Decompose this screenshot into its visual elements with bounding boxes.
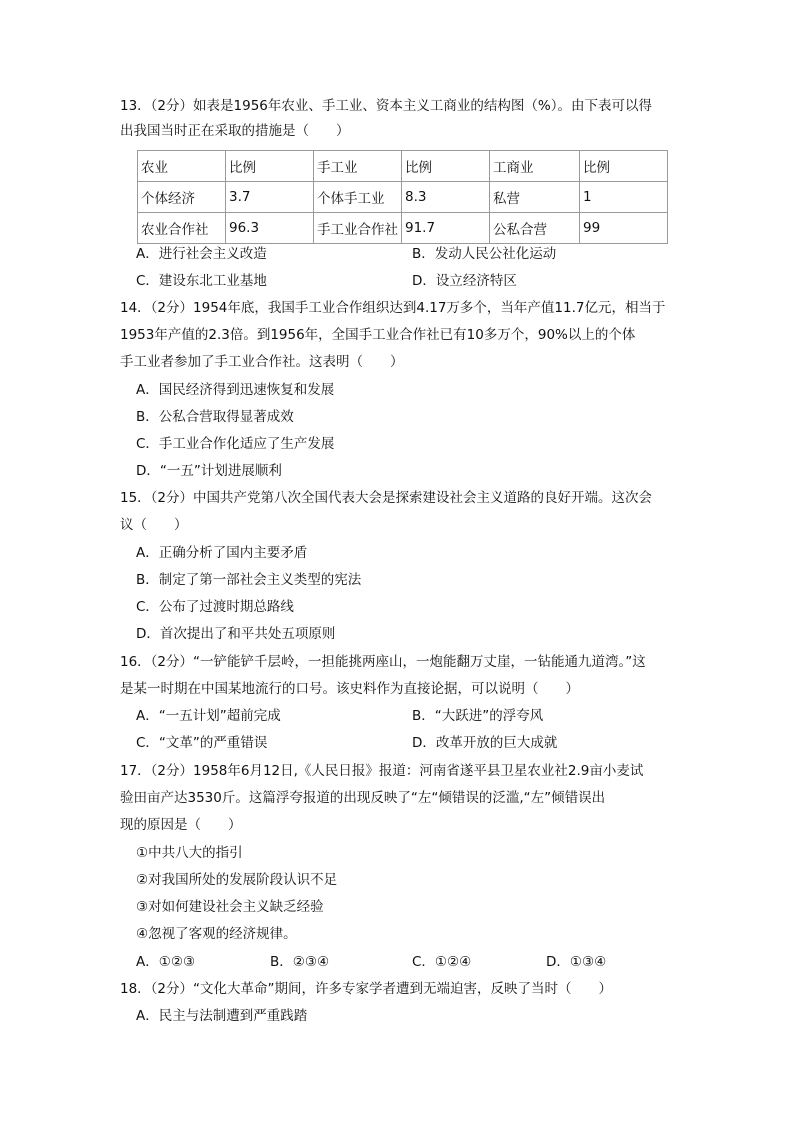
table-header-cell: 工商业	[490, 151, 580, 182]
table-header-cell: 比例	[226, 151, 314, 182]
q13-stem-line1: 13．（2分）如表是1956年农业、手工业、资本主义工商业的结构图（%）。由下表可以得	[120, 98, 652, 114]
table-cell: 96.3	[226, 213, 314, 244]
q16-option-c[interactable]: C．“文革”的严重错误	[136, 735, 268, 751]
q14-option-b[interactable]: B．公私合营取得显著成效	[136, 409, 294, 425]
q17-item-3: ③对如何建设社会主义缺乏经验	[136, 899, 324, 915]
table-cell: 个体手工业	[314, 182, 402, 213]
q15-option-c[interactable]: C．公布了过渡时期总路线	[136, 599, 294, 615]
table-cell: 私营	[490, 182, 580, 213]
q13-option-d[interactable]: D．设立经济特区	[412, 273, 517, 289]
q17-item-1: ①中共八大的指引	[136, 845, 243, 861]
q17-stem-line3: 现的原因是（ ）	[120, 817, 242, 833]
q15-stem-line2: 议（ ）	[120, 517, 188, 533]
q14-option-d[interactable]: D．“一五”计划进展顺利	[136, 463, 282, 479]
table-row	[138, 182, 668, 213]
table-header-cell: 比例	[402, 151, 490, 182]
q14-option-c[interactable]: C．手工业合作化适应了生产发展	[136, 436, 335, 452]
q17-stem-line2: 验田亩产达3530斤。这篇浮夸报道的出现反映了“左“倾错误的泛滥,“左”倾错误出	[120, 790, 606, 806]
q17-item-4: ④忽视了客观的经济规律。	[136, 926, 297, 942]
table-cell: 个体经济	[138, 182, 226, 213]
q13-option-c[interactable]: C．建设东北工业基地	[136, 273, 267, 289]
table-cell: 99	[580, 213, 668, 244]
structure-table	[137, 150, 668, 244]
q16-option-a[interactable]: A．“一五计划”超前完成	[136, 708, 281, 724]
q14-option-a[interactable]: A．国民经济得到迅速恢复和发展	[136, 382, 335, 398]
table-header-cell: 农业	[138, 151, 226, 182]
q18-stem-line1: 18．（2分）“文化大革命”期间，许多专家学者遭到无端迫害，反映了当时（ ）	[120, 981, 613, 997]
q15-stem-line1: 15．（2分）中国共产党第八次全国代表大会是探索建设社会主义道路的良好开端。这次会	[120, 490, 653, 506]
q15-option-a[interactable]: A．正确分析了国内主要矛盾	[136, 545, 308, 561]
q16-stem-line1: 16．（2分）“一铲能铲千层岭，一担能挑两座山，一炮能翻万丈崖，一钻能通九道湾。”这	[120, 654, 646, 670]
table-header-cell: 手工业	[314, 151, 402, 182]
q18-option-a[interactable]: A．民主与法制遭到严重践踏	[136, 1008, 308, 1024]
q17-option-c[interactable]: C．①②④	[412, 954, 472, 970]
table-cell: 农业合作社	[138, 213, 226, 244]
q16-option-b[interactable]: B．“大跃进”的浮夸风	[412, 708, 544, 724]
q17-option-a[interactable]: A．①②③	[136, 954, 196, 970]
q14-stem-line2: 1953年产值的2.3倍。到1956年，全国手工业合作社已有10多万个，90%以上的个体	[120, 327, 636, 343]
q14-stem-line3: 手工业者参加了手工业合作社。这表明（ ）	[120, 354, 404, 370]
table-cell: 手工业合作社	[314, 213, 402, 244]
table-header-row	[138, 151, 668, 182]
q17-option-d[interactable]: D．①③④	[546, 954, 607, 970]
q13-option-b[interactable]: B．发动人民公社化运动	[412, 246, 557, 262]
table-cell: 公私合营	[490, 213, 580, 244]
q17-item-2: ②对我国所处的发展阶段认识不足	[136, 872, 338, 888]
table-cell: 91.7	[402, 213, 490, 244]
q13-stem-line2: 出我国当时正在采取的措施是（ ）	[120, 123, 350, 139]
q14-stem-line1: 14．（2分）1954年底，我国手工业合作组织达到4.17万多个，当年产值11.7亿元，相当于	[120, 300, 666, 316]
table-row	[138, 213, 668, 244]
q15-option-d[interactable]: D．首次提出了和平共处五项原则	[136, 626, 336, 642]
q13-option-a[interactable]: A．进行社会主义改造	[136, 246, 267, 262]
q17-stem-line1: 17．（2分）1958年6月12日,《人民日报》报道：河南省遂平县卫星农业社2.9亩小麦试	[120, 763, 644, 779]
q15-option-b[interactable]: B．制定了第一部社会主义类型的宪法	[136, 572, 362, 588]
q16-option-d[interactable]: D．改革开放的巨大成就	[412, 735, 558, 751]
table-header-cell: 比例	[580, 151, 668, 182]
table-cell: 1	[580, 182, 668, 213]
q17-option-b[interactable]: B．②③④	[270, 954, 330, 970]
table-cell: 8.3	[402, 182, 490, 213]
q16-stem-line2: 是某一时期在中国某地流行的口号。该史料作为直接论据，可以说明（ ）	[120, 681, 579, 697]
table-cell: 3.7	[226, 182, 314, 213]
